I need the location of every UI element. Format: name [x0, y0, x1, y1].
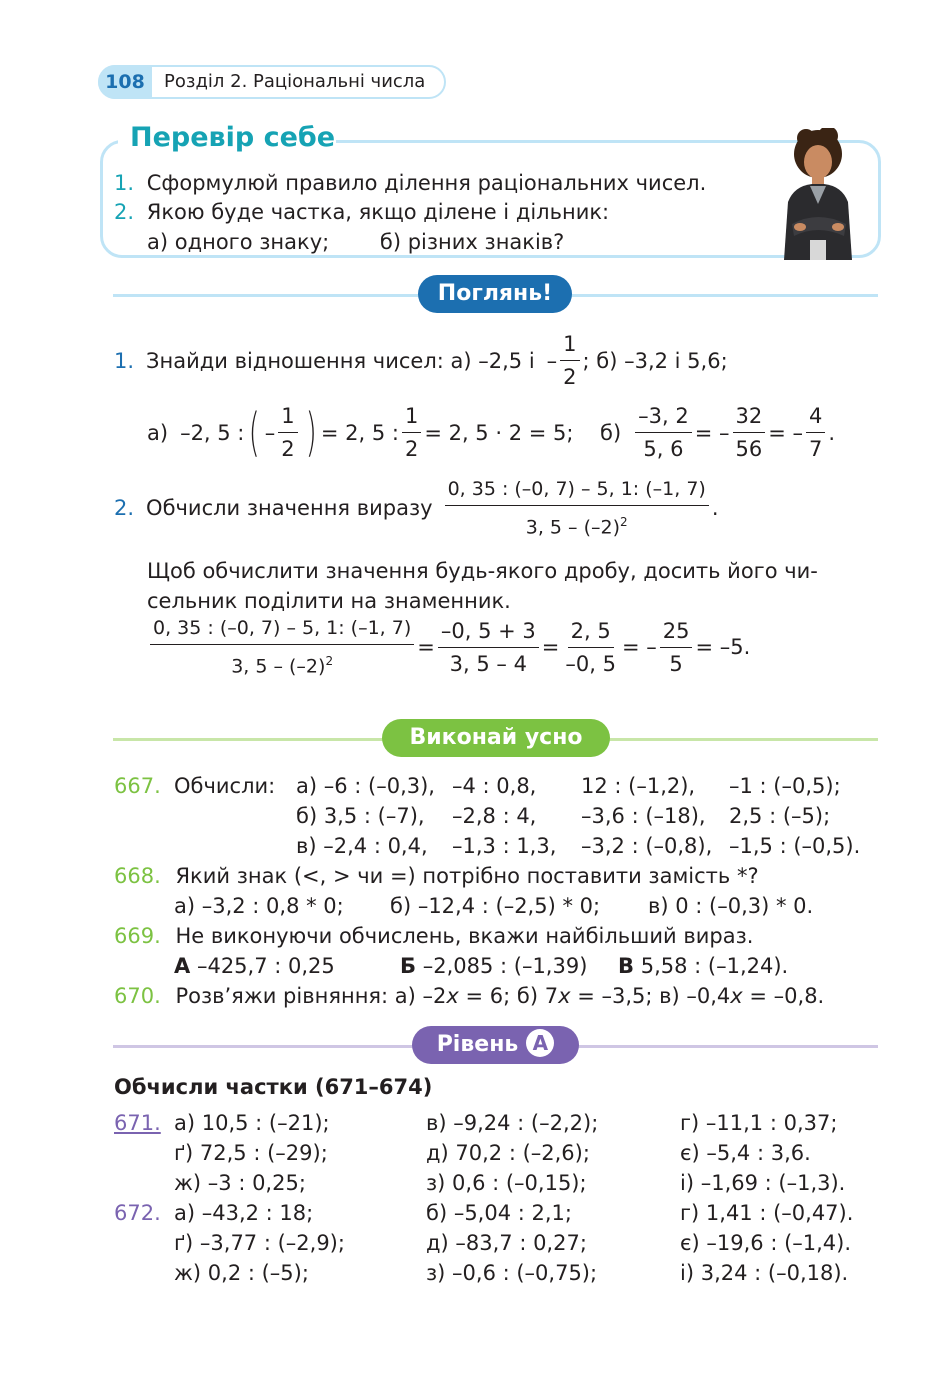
check-question-2: 2. Якою буде частка, якщо ділене і дільник: — [114, 200, 610, 224]
exercise-667: 667. Обчисли: — [114, 774, 276, 798]
level-banner: Рівень А — [412, 1026, 579, 1064]
look-exercise-1: 1. Знайди відношення чисел: а) –2,5 і – $\frac{1}{2}$ ; б) –3,2 і 5,6; — [114, 332, 728, 389]
check-question-2-options: а) одного знаку; б) різних знаків? — [147, 230, 565, 254]
fraction: $\frac{1}{2}$ — [560, 330, 579, 391]
level-letter-badge: А — [526, 1029, 554, 1057]
look-solution-2: $\frac{0, 35 : (-0, 7) - 5, 1: (-1, 7)}{3, 5 - (-2)^2}$ = $\frac{-0, 5 + 3}{3, 5 - 4}$ = $\frac{2, 5}{-0, 5}$ = – $\frac{25}{5}$ = –5. — [147, 614, 750, 680]
check-yourself-title: Перевір себе — [130, 122, 336, 153]
oral-banner: Виконай усно — [382, 719, 610, 757]
exercise-671: 671. а) 10,5 : (–21); в) –9,24 : (–2,2); г) –11,1 : 0,37; ґ) 72,5 : (–29); д) 70,2 : (–2,6); є) –5,4 : 3,6. ж) –3 : 0,25; з) 0,6 : (–0,15); і) –1,69 : (–1,3). — [114, 1111, 846, 1195]
look-banner: Поглянь! — [418, 275, 572, 313]
look-solution-1b: б) $\frac{-3, 2}{5, 6}$ = – $\frac{32}{56}$ = – $\frac{4}{7}$ . — [600, 404, 836, 461]
page-number: 108 — [98, 65, 152, 99]
look-exercise-2: 2. Обчисли значення виразу $\frac{0, 35 : (-0, 7) - 5, 1: (-1, 7)}{3, 5 - (-2)^2}$ . — [114, 475, 719, 541]
exercise-670: 670. Розв’яжи рівняння: а) –2x = 6; б) 7x = –3,5; в) –0,4x = –0,8. — [114, 984, 825, 1008]
level-subtitle: Обчисли частки (671–674) — [114, 1075, 433, 1099]
exercise-672: 672. а) –43,2 : 18; б) –5,04 : 2,1; г) 1,41 : (–0,47). ґ) –3,77 : (–2,9); д) –83,7 : 0,27; є) –19,6 : (–1,4). ж) 0,2 : (–5); з) –0,6 : (–0,75); і) 3,24 : (–0,18). — [114, 1201, 854, 1285]
look-solution-1a: а) –2, 5 : ( – $\frac{1}{2}$ ) = 2, 5 : $\frac{1}{2}$ = 2, 5 · 2 = 5; — [147, 402, 574, 463]
check-question-1: 1. Сформулюй правило ділення раціональних чисел. — [114, 171, 707, 195]
exercise-669: 669. Не виконуючи обчислень, вкажи найбільший вираз. — [114, 924, 754, 948]
exercise-668: 668. Який знак (<, > чи =) потрібно поставити замість *? — [114, 864, 759, 888]
chapter-title: Розділ 2. Раціональні числа — [164, 71, 426, 92]
girl-illustration — [770, 128, 866, 260]
look-explanation: Щоб обчислити значення будь-якого дробу, досить його чи- сельник поділити на знаменник. — [147, 559, 818, 613]
exercise-671-link[interactable]: 671. — [114, 1111, 161, 1135]
